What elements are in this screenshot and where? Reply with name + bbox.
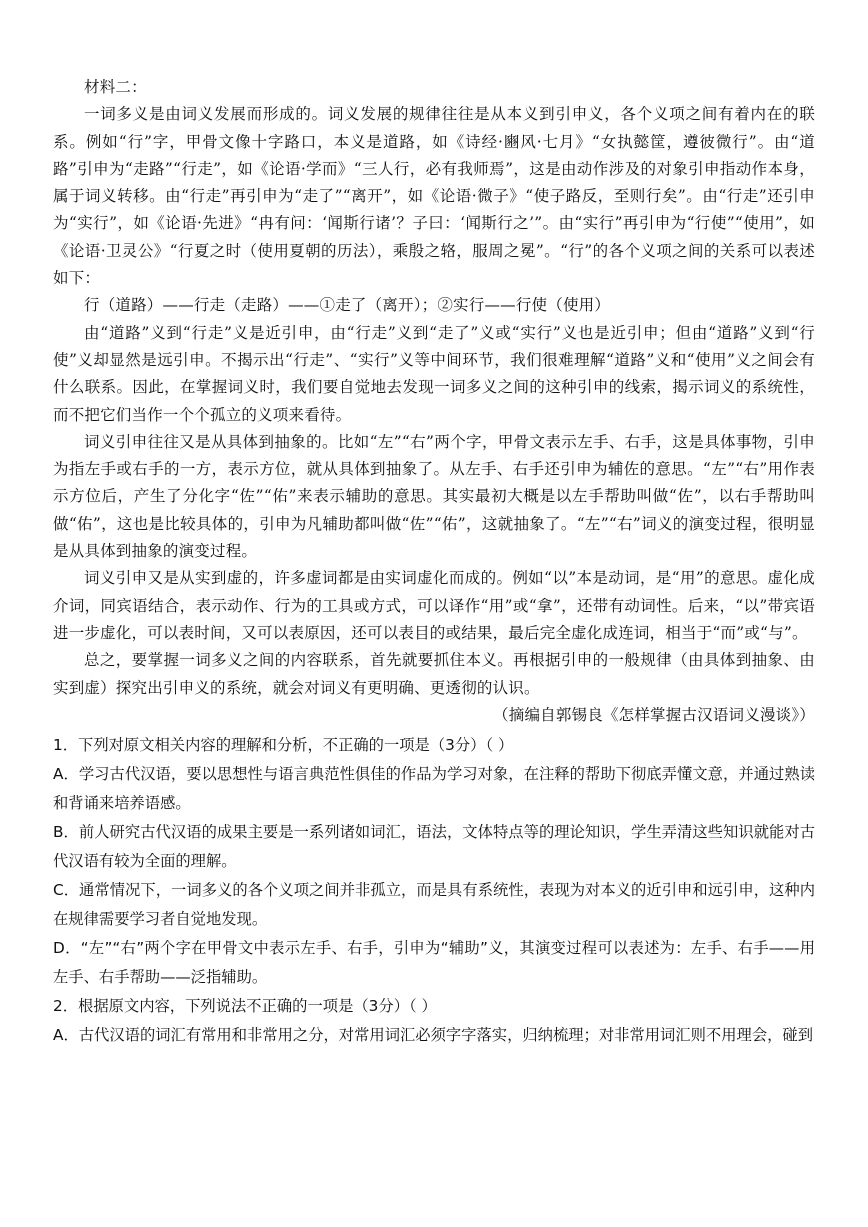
reading-material [53,74,815,729]
material-paragraph: 词义引申又是从实到虚的，许多虚词都是由实词虚化而成的。例如“以”本是动词，是“用”的意思。虚化成介词，同宾语结合，表示动作、行为的工具或方式，可以译作“用”或“拿”，还带有动词性。后来，“以”带宾语进一步虚化，可以表时间，又可以表原因，还可以表目的或结果，最后完全虚化成连词，相当于“而”或“与”。 [53,569,815,642]
material-label: 材料二： [84,78,147,96]
material-paragraph: 行（道路）——行走（走路）——①走了（离开）；②实行——行使（使用） [84,296,611,315]
question-option-d: D．“左”“右”两个字在甲骨文中表示左手、右手，引申为“辅助”义，其演变过程可以表述为：左手、右手——用左手、右手帮助——泛指辅助。 [53,939,815,987]
material-paragraph: 一词多义是由词义发展而形成的。词义发展的规律往往是从本义到引申义，各个义项之间有着内在的联系。例如“行”字，甲骨文像十字路口，本义是道路，如《诗经·豳风·七月》“女执懿筐，遵彼微行”。由“道路”引申为“走路”“行走”，如《论语·学而》“三人行，必有我师焉”，这是由动作涉及的对象引申指动作本身，属于词义转移。由“行走”再引申为“走了”“离开”，如《论语·微子》“使子路反，至则行矣”。由“行走”还引申为“实行”，如《论语·先进》“冉有问：‘闻斯行诸’？子曰：‘闻斯行之’”。由“实行”再引申为“行使”“使用”，如《论语·卫灵公》“行夏之时（使用夏朝的历法），乘殷之辂，服周之冕”。“行”的各个义项之间的关系可以表述如下： [53,105,815,288]
question-stem: 1．下列对原文相关内容的理解和分析，不正确的一项是（3分）（ ） [53,736,514,755]
question-option-c: C．通常情况下，一词多义的各个义项之间并非孤立，而是具有系统性，表现为对本义的近引申和远引申，这种内在规律需要学习者自觉地发现。 [53,881,815,929]
page-content [53,74,815,1050]
question-option-b: B．前人研究古代汉语的成果主要是一系列诸如词汇，语法，文体特点等的理论知识，学生弄清这些知识就能对古代汉语有较为全面的理解。 [53,823,815,871]
material-paragraph: 总之，要掌握一词多义之间的内容联系，首先就要抓住本义。再根据引申的一般规律（由具体到抽象、由实到虚）探究出引申义的系统，就会对词义有更明确、更透彻的认识。 [53,651,815,697]
material-source: （摘编自郭锡良《怎样掌握古汉语词义漫谈》） [493,705,815,724]
material-paragraph: 由“道路”义到“行走”义是近引申，由“行走”义到“走了”义或“实行”义也是近引申；但由“道路”义到“行使”义却显然是远引申。不揭示出“行走”、“实行”义等中间环节，我们很难理解“道路”义和“使用”义之间会有什么联系。因此，在掌握词义时，我们要自觉地去发现一词多义之间的这种引申的线索，揭示词义的系统性，而不把它们当作一个个孤立的义项来看待。 [53,323,815,424]
question-list [53,731,815,1050]
question-option-a: A．古代汉语的词汇有常用和非常用之分，对常用词汇必须字字落实，归纳梳理；对非常用词汇则不用理会，碰到 [53,1026,814,1045]
question-option-a: A．学习古代汉语，要以思想性与语言典范性俱佳的作品为学习对象，在注释的帮助下彻底弄懂文意，并通过熟读和背诵来培养语感。 [53,765,815,813]
material-paragraph: 词义引申往往又是从具体到抽象的。比如“左”“右”两个字，甲骨文表示左手、右手，这是具体事物，引申为指左手或右手的一方，表示方位，就从具体到抽象了。从左手、右手还引申为辅佐的意思。“左”“右”用作表示方位后，产生了分化字“佐”“佑”来表示辅助的意思。其实最初大概是以左手帮助叫做“佐”，以右手帮助叫做“佑”，这也是比较具体的，引申为凡辅助都叫做“佐”“佑”，这就抽象了。“左”“右”词义的演变过程，很明显是从具体到抽象的演变过程。 [53,432,815,561]
question-stem: 2．根据原文内容，下列说法不正确的一项是（3分）（ ） [53,997,437,1016]
